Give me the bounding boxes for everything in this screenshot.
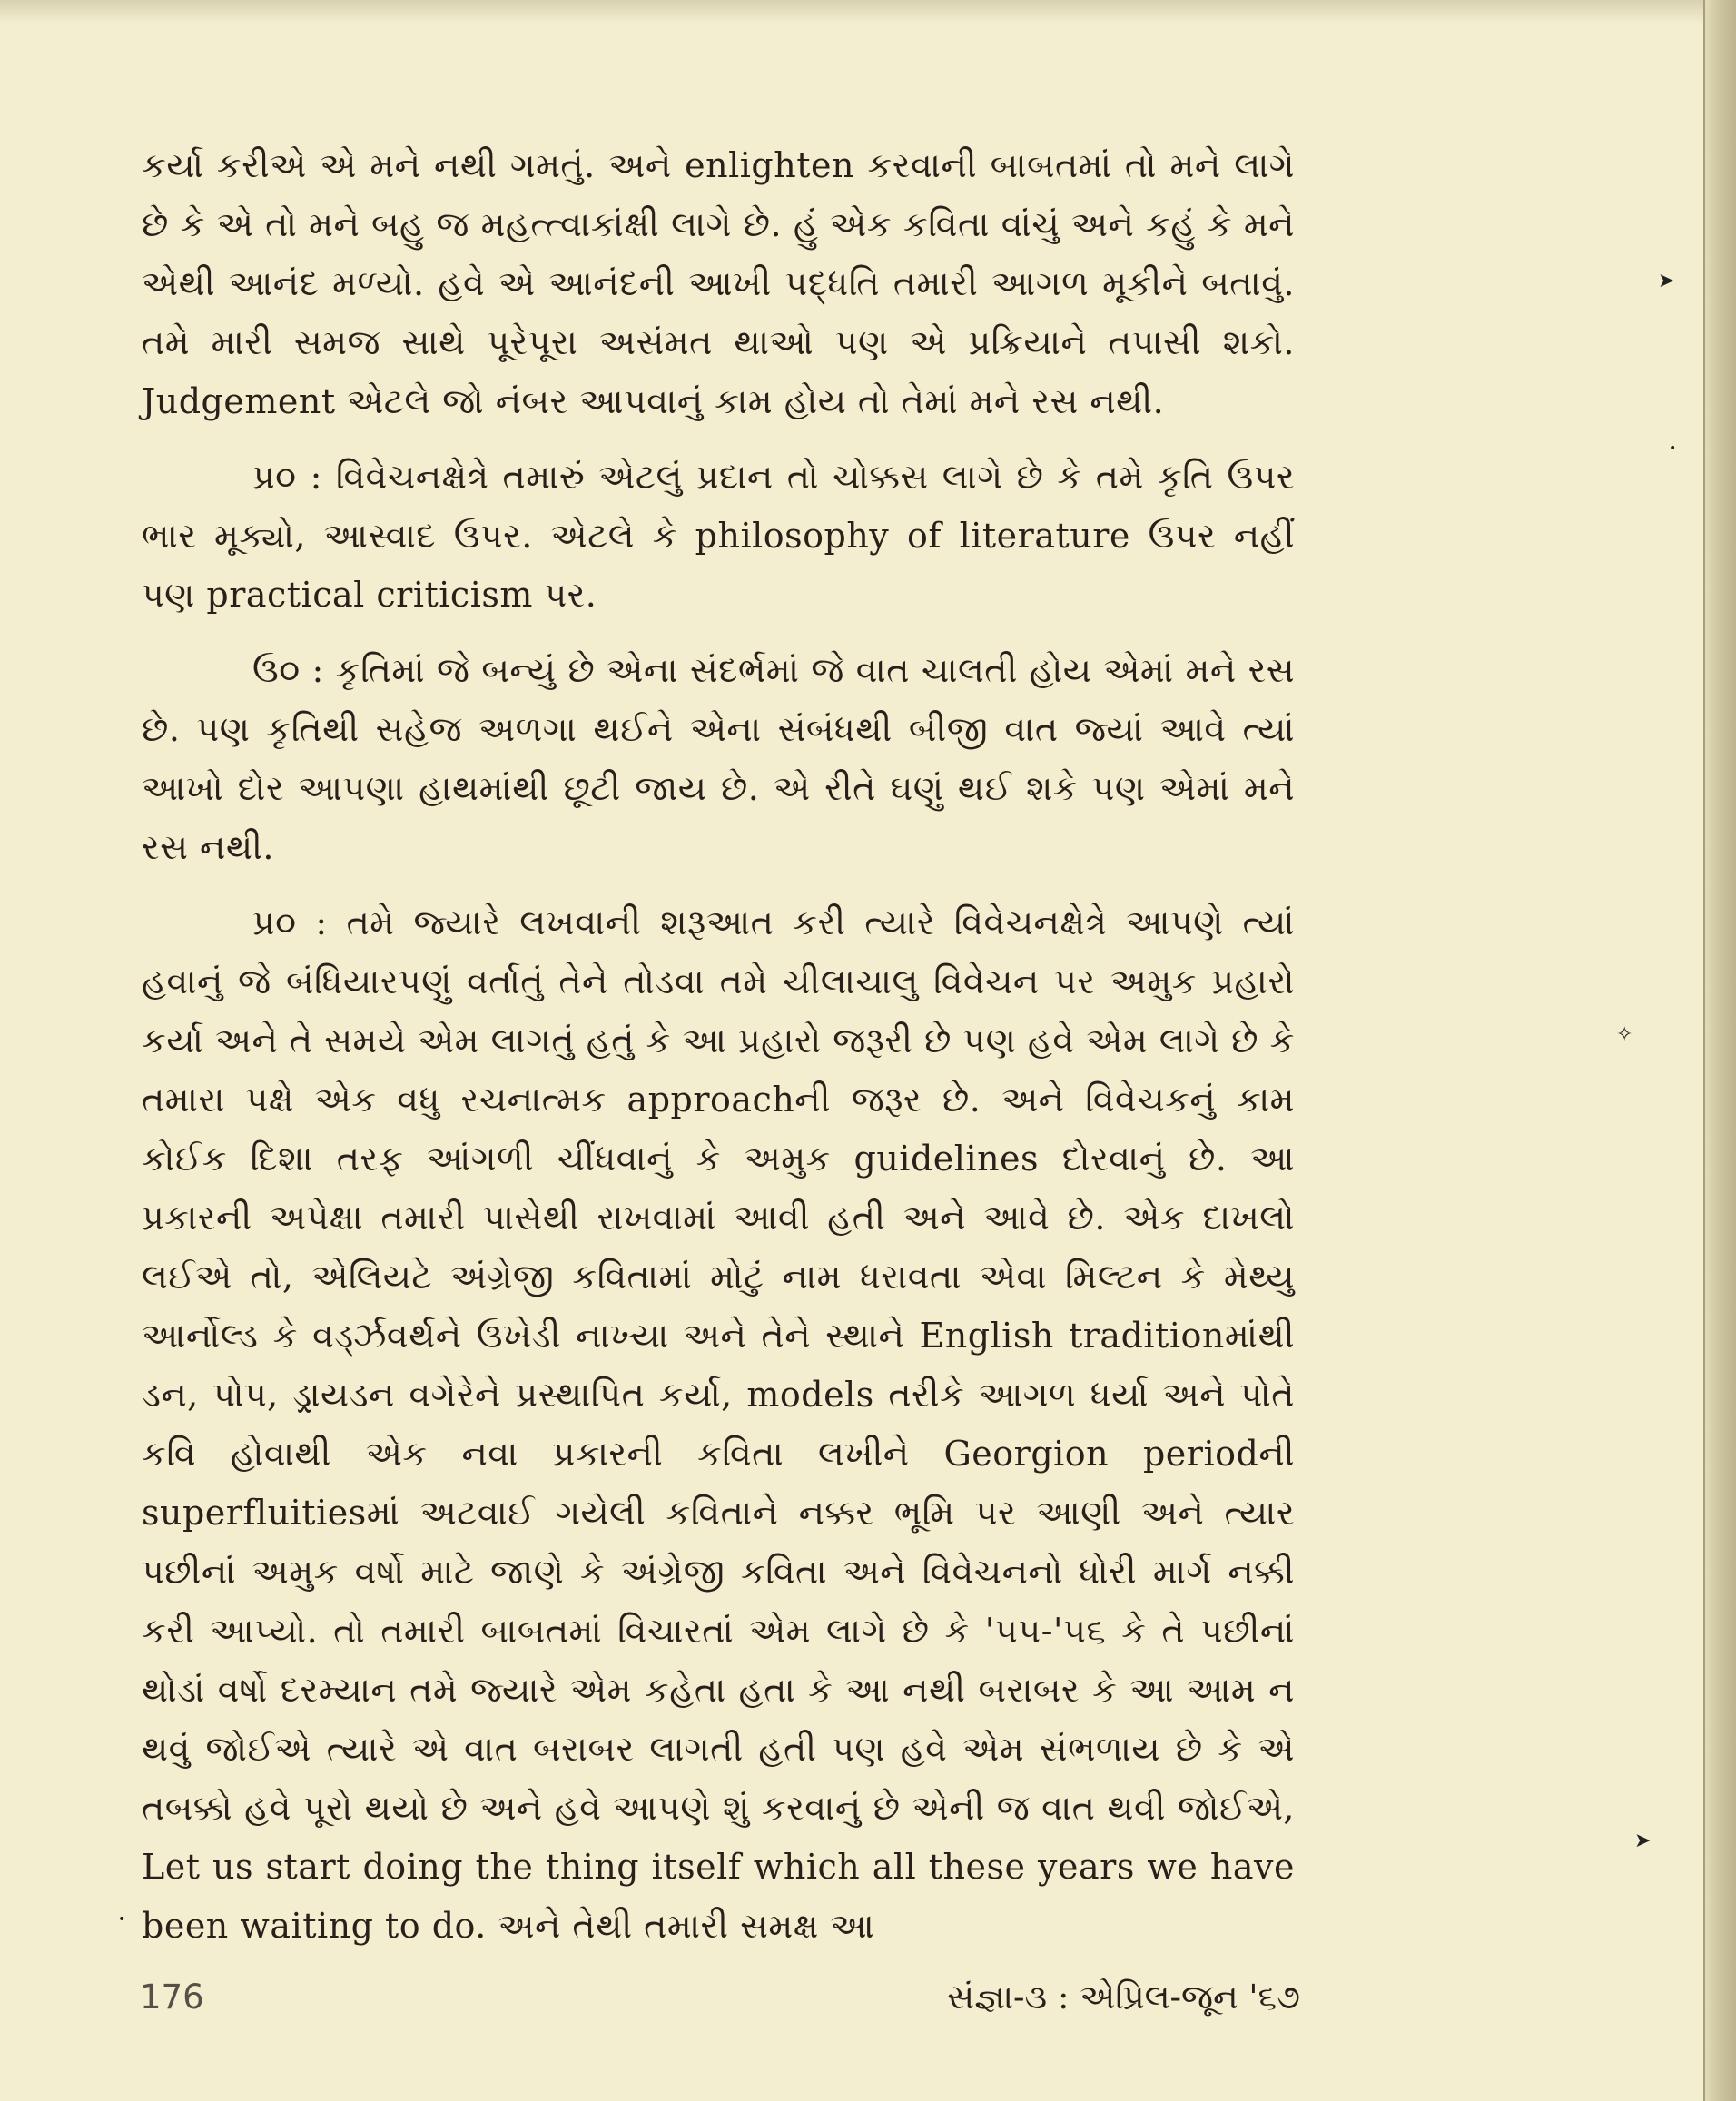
margin-mark-icon: ➤ (1634, 1830, 1652, 1852)
paragraph-2: પ્ર૦ : વિવેચનક્ષેત્રે તમારું એટલું પ્રદાન તો ચોક્કસ લાગે છે કે તમે કૃતિ ઉપર ભાર મૂક્યો, આસ્વાદ ઉપર. એટલે કે philosophy of literature ઉપર નહીં પણ practical criticism પર. (142, 457, 1295, 615)
page-top-shadow (0, 0, 1705, 24)
page-body (142, 136, 1295, 1972)
margin-dot-icon: • (1669, 441, 1677, 456)
page-footer (140, 1978, 1300, 2032)
paragraph-3: ઉ૦ : કૃતિમાં જે બન્યું છે એના સંદર્ભમાં જે વાત ચાલતી હોય એમાં મને રસ છે. પણ કૃતિથી સહેજ અળગા થઈને એના સંબંધથી બીજી વાત જ્યાં આવે ત્યાં આખો દોર આપણા હાથમાંથી છૂટી જાય છે. એ રીતે ઘણું થઈ શકે પણ એમાં મને રસ નથી. (142, 650, 1295, 867)
page-binding-edge (1703, 0, 1736, 2101)
journal-reference: સંજ્ઞા-૩ : એપ્રિલ-જૂન '૬૭ (947, 1978, 1300, 2017)
margin-mark-icon: ➤ (1658, 270, 1675, 292)
page-number: 176 (140, 1978, 204, 2017)
margin-dot-icon: • (118, 1912, 126, 1927)
paragraph-1: કર્યા કરીએ એ મને નથી ગમતું. અને enlighten કરવાની બાબતમાં તો મને લાગે છે કે એ તો મને બહુ જ મહત્ત્વાકાંક્ષી લાગે છે. હું એક કવિતા વાંચું અને કહું કે મને એથી આનંદ મળ્યો. હવે એ આનંદની આખી પદ્ધતિ તમારી આગળ મૂકીને બતાવું. તમે મારી સમજ સાથે પૂરેપૂરા અસંમત થાઓ પણ એ પ્રક્રિયાને તપાસી શકો. Judgement એટલે જો નંબર આપવાનું કામ હોય તો તેમાં મને રસ નથી. (142, 145, 1295, 421)
paragraph-4: પ્ર૦ : તમે જ્યારે લખવાની શરૂઆત કરી ત્યારે વિવેચનક્ષેત્રે આપણે ત્યાં હવાનું જે બંધિયારપણું વર્તાતું તેને તોડવા તમે ચીલાચાલુ વિવેચન પર અમુક પ્રહારો કર્યા અને તે સમયે એમ લાગતું હતું કે આ પ્રહારો જરૂરી છે પણ હવે એમ લાગે છે કે તમારા પક્ષે એક વધુ રચનાત્મક approachની જરૂર છે. અને વિવેચકનું કામ કોઈક દિશા તરફ આંગળી ચીંધવાનું કે અમુક guidelines દોરવાનું છે. આ પ્રકારની અપેક્ષા તમારી પાસેથી રાખવામાં આવી હતી અને આવે છે. એક દાખલો લઈએ તો, એલિયટે અંગ્રેજી કવિતામાં મોટું નામ ધરાવતા એવા મિલ્ટન કે મેથ્યુ આર્નોલ્ડ કે વર્ડ્ઝવર્થને ઉખેડી નાખ્યા અને તેને સ્થાને English traditionમાંથી ડન, પોપ, ડ્રાયડન વગેરેને પ્રસ્થાપિત કર્યા, models તરીકે આગળ ધર્યા અને પોતે કવિ હોવાથી એક નવા પ્રકારની કવિતા લખીને Georgion periodની superfluitiesમાં અટવાઈ ગયેલી કવિતાને નક્કર ભૂમિ પર આણી અને ત્યાર પછીનાં અમુક વર્ષો માટે જાણે કે અંગ્રેજી કવિતા અને વિવેચનનો ધોરી માર્ગ નક્કી કરી આપ્યો. તો તમારી બાબતમાં વિચારતાં એમ લાગે છે કે '૫૫-'૫૬ કે તે પછીનાં થોડાં વર્ષો દરમ્યાન તમે જ્યારે એમ કહેતા હતા કે આ નથી બરાબર કે આ આમ ન થવું જોઈએ ત્યારે એ વાત બરાબર લાગતી હતી પણ હવે એમ સંભળાય છે કે એ તબક્કો હવે પૂરો થયો છે અને હવે આપણે શું કરવાનું છે એની જ વાત થવી જોઈએ, Let us start doing the thing itself which all these years we have been waiting to do. અને તેથી તમારી સમક્ષ આ (142, 903, 1296, 1946)
margin-mark-icon: ✧ (1616, 1023, 1633, 1046)
